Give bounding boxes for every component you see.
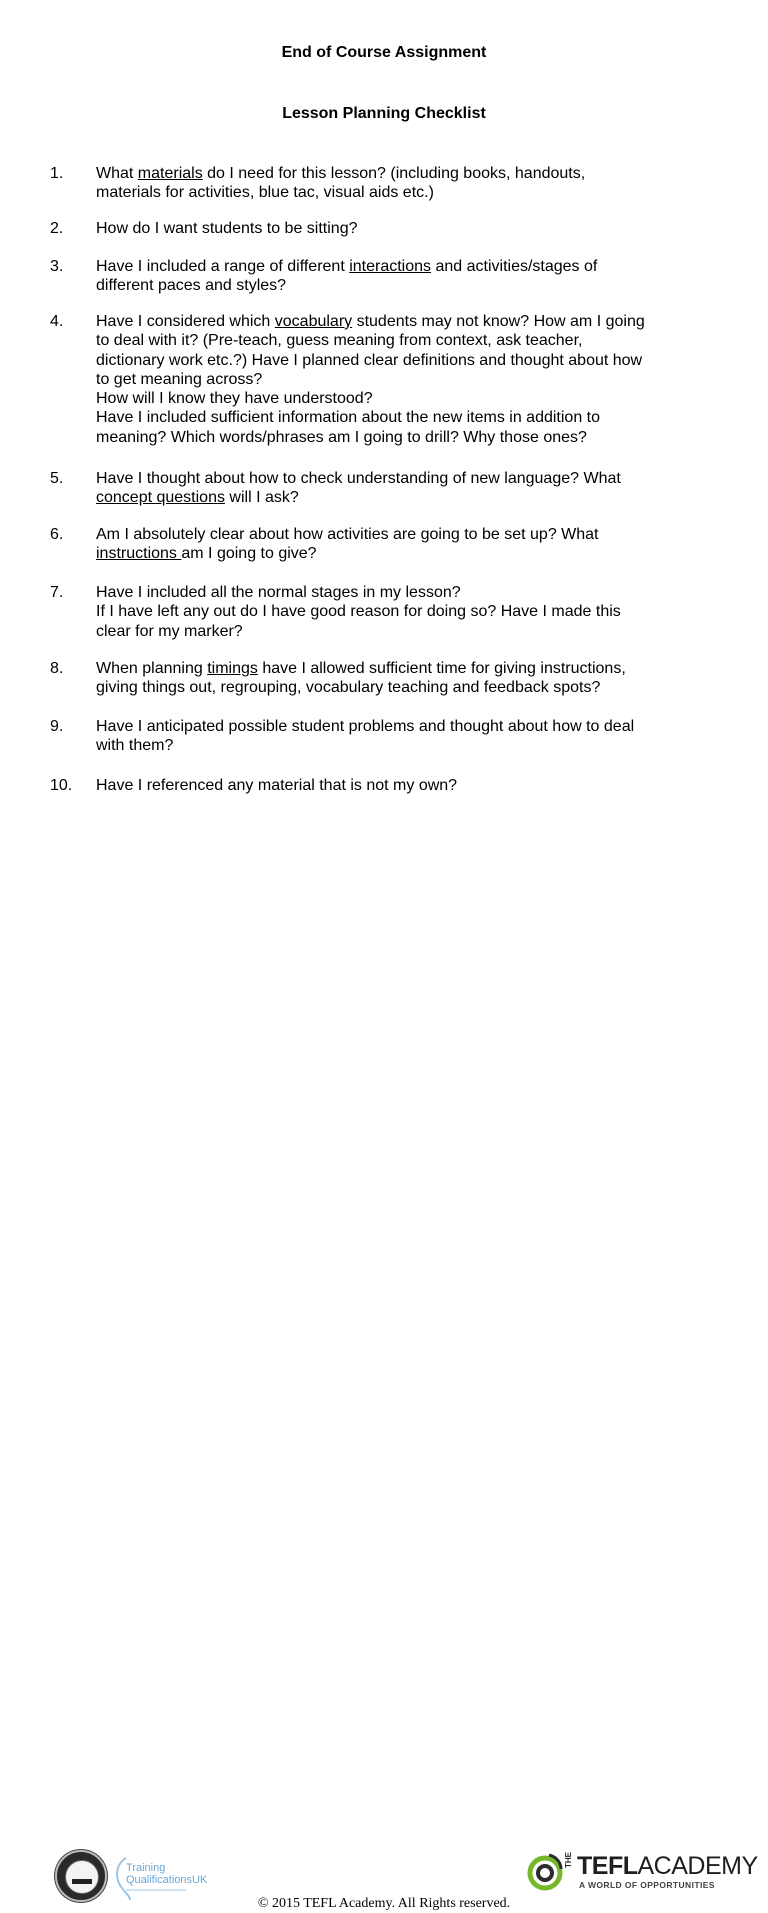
document-title: End of Course Assignment bbox=[281, 44, 487, 61]
tq-logo-line1: Training bbox=[126, 1862, 166, 1874]
line-text-after: have I allowed sufficient time for giving instructions, bbox=[257, 660, 626, 677]
checklist-line: clear for my marker? bbox=[96, 622, 243, 640]
checklist-line bbox=[96, 312, 736, 331]
checklist-line: Have I thought about how to check understanding of new language? What bbox=[96, 470, 621, 487]
checklist-item-number: 5. bbox=[50, 470, 64, 487]
checklist-item-text bbox=[96, 659, 736, 698]
tefl-logo-name-b: ACADEMY bbox=[637, 1852, 758, 1880]
checklist-line: meaning? Which words/phrases am I going to drill? Why those ones? bbox=[96, 428, 587, 446]
checklist-item-text bbox=[96, 469, 736, 508]
checklist-item-number: 9. bbox=[50, 718, 64, 735]
checklist-line: Have I included sufficient information about the new items in addition to bbox=[96, 409, 600, 427]
checklist-item-number: 6. bbox=[50, 526, 64, 543]
checklist-line: giving things out, regrouping, vocabulary teaching and feedback spots? bbox=[96, 679, 601, 697]
checklist-item-number: 7. bbox=[50, 584, 64, 601]
checklist-item-text bbox=[96, 257, 736, 296]
underlined-keyword: concept questions bbox=[96, 489, 225, 507]
line-text-after: and activities/stages of bbox=[431, 258, 598, 275]
tq-logo-line2: QualificationsUK bbox=[126, 1874, 208, 1886]
checklist-line bbox=[96, 488, 736, 507]
underlined-keyword: timings bbox=[207, 660, 258, 677]
tefl-logo-tagline: A WORLD OF OPPORTUNITIES bbox=[579, 1880, 715, 1890]
checklist-item-number: 4. bbox=[50, 313, 64, 330]
checklist-line bbox=[96, 659, 736, 678]
tefl-logo-name bbox=[577, 1852, 758, 1880]
checklist-line: Have I referenced any material that is not my own? bbox=[96, 777, 458, 794]
checklist-line bbox=[96, 544, 736, 563]
tefl-swirl-icon bbox=[527, 1849, 567, 1893]
checklist-line: Have I anticipated possible student problems and thought about how to deal bbox=[96, 718, 635, 735]
checklist-line: to get meaning across? bbox=[96, 370, 263, 388]
checklist-item-text bbox=[96, 717, 736, 756]
checklist-line: different paces and styles? bbox=[96, 277, 287, 295]
line-text-before: When planning bbox=[96, 660, 208, 677]
tefl-logo-the: THE bbox=[564, 1852, 573, 1868]
underlined-keyword: instructions bbox=[96, 545, 182, 563]
tefl-academy-logo bbox=[527, 1849, 758, 1899]
line-text-after: will I ask? bbox=[224, 489, 299, 507]
checklist-item-number: 10. bbox=[50, 777, 73, 794]
checklist-line: with them? bbox=[96, 737, 174, 755]
tefl-logo-name-a: TEFL bbox=[577, 1852, 638, 1880]
document-subtitle: Lesson Planning Checklist bbox=[282, 105, 486, 122]
checklist-item-text bbox=[96, 219, 736, 238]
checklist-line: materials for activities, blue tac, visual aids etc.) bbox=[96, 184, 434, 202]
line-text-before: Have I included a range of different bbox=[96, 258, 350, 275]
checklist-line: dictionary work etc.?) Have I planned clear definitions and thought about how bbox=[96, 351, 643, 369]
copyright-notice: © 2015 TEFL Academy. All Rights reserved. bbox=[257, 1896, 511, 1911]
checklist-item-number: 8. bbox=[50, 660, 64, 677]
line-text-after: do I need for this lesson? (including books, handouts, bbox=[202, 165, 586, 182]
checklist-item-text bbox=[96, 583, 736, 641]
underlined-keyword: interactions bbox=[349, 258, 432, 275]
checklist-item-text bbox=[96, 776, 736, 795]
checklist-item-number: 1. bbox=[50, 165, 64, 182]
checklist-line: Am I absolutely clear about how activities are going to be set up? What bbox=[96, 526, 599, 543]
checklist-line: to deal with it? (Pre-teach, guess meaning from context, ask teacher, bbox=[96, 332, 583, 350]
checklist-item-number: 2. bbox=[50, 220, 64, 237]
line-text-after: am I going to give? bbox=[181, 545, 317, 563]
checklist-line: How do I want students to be sitting? bbox=[96, 220, 358, 237]
line-text-before: What bbox=[96, 165, 138, 182]
checklist-line: Have I included all the normal stages in my lesson? bbox=[96, 584, 461, 601]
checklist-line bbox=[96, 257, 736, 276]
underlined-keyword: materials bbox=[137, 165, 203, 182]
checklist-item-number: 3. bbox=[50, 258, 64, 275]
footer bbox=[0, 920, 768, 1911]
checklist-line: If I have left any out do I have good reason for doing so? Have I made this bbox=[96, 603, 621, 621]
line-text-after: students may not know? How am I going bbox=[352, 313, 645, 330]
checklist-item-text bbox=[96, 312, 736, 447]
checklist-line bbox=[96, 164, 736, 183]
underlined-keyword: vocabulary bbox=[274, 313, 353, 330]
checklist-line: How will I know they have understood? bbox=[96, 390, 373, 408]
line-text-before: Have I considered which bbox=[96, 313, 275, 330]
checklist-item-text bbox=[96, 164, 736, 203]
checklist-item-text bbox=[96, 525, 736, 564]
